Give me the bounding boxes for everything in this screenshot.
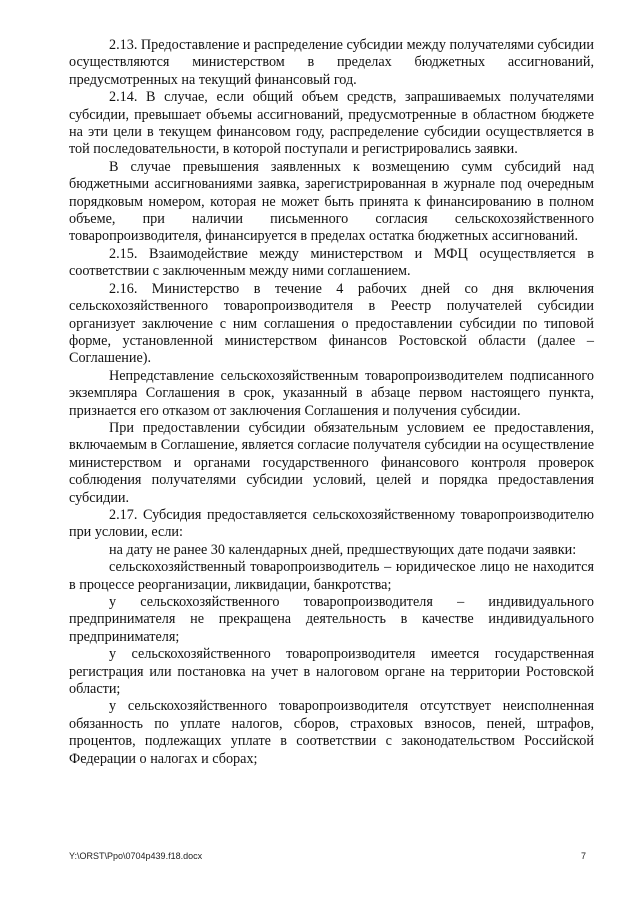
footer-file-path: Y:\ORST\Ppo\0704p439.f18.docx [69, 851, 203, 861]
paragraph-individual-entrepreneur: у сельскохозяйственного товаропроизводителя – индивидуального предпринимателя не прекращена деятельность в качестве индивидуального предпринимателя; [69, 594, 594, 645]
paragraph-registration: у сельскохозяйственного товаропроизводителя имеется государственная регистрация или постановка на учет в налоговом органе на территории Ростовской области; [69, 646, 594, 698]
paragraph-mandatory-condition: При предоставлении субсидии обязательным условием ее предоставления, включаемым в Соглашение, является согласие получателя субсидии на осуществление министерством и органами государственного финансового контроля проверок соблюдения получателями субсидии условий, целей и порядка предоставления субсидии. [69, 419, 594, 506]
page-footer [69, 851, 594, 865]
footer-page-number: 7 [580, 851, 586, 861]
paragraph-date-condition: на дату не ранее 30 календарных дней, предшествующих дате подачи заявки: [109, 541, 577, 558]
paragraph-2-16: 2.16. Министерство в течение 4 рабочих дней со дня включения сельскохозяйственного товаропроизводителя в Реестр получателей субсидии организует заключение с ним соглашения о предоставлении субсидии по типовой форме, установленной министерством финансов Ростовской области (далее – Соглашение). [69, 280, 594, 367]
paragraph-tax-obligations: у сельскохозяйственного товаропроизводителя отсутствует неисполненная обязанность по уплате налогов, сборов, страховых взносов, пеней, штрафов, процентов, подлежащих уплате в соответствии с законодательством Российской Федерации о налогах и сборах; [69, 698, 594, 767]
paragraph-2-15: 2.15. Взаимодействие между министерством и МФЦ осуществляется в соответствии с заключенным между ними соглашением. [69, 245, 594, 280]
document-body [69, 37, 594, 768]
paragraph-2-14: 2.14. В случае, если общий объем средств, запрашиваемых получателями субсидии, превышает объемы ассигнований, предусмотренные в областном бюджете на эти цели в текущем финансовом году, распределение субсидии осуществляется в той последовательности, в которой поступали и регистрировались заявки. [69, 89, 594, 158]
paragraph-excess-claims: В случае превышения заявленных к возмещению сумм субсидий над бюджетными ассигнованиями заявка, зарегистрированная в журнале под очередным порядковым номером, которая не может быть принята к финансированию в полном объеме, при наличии письменного согласия сельскохозяйственного товаропроизводителя, финансируется в пределах остатка бюджетных ассигнований. [69, 158, 594, 245]
paragraph-legal-entity: сельскохозяйственный товаропроизводитель – юридическое лицо не находится в процессе реорганизации, ликвидации, банкротства; [69, 559, 594, 593]
paragraph-2-13: 2.13. Предоставление и распределение субсидии между получателями субсидии осуществляются министерством в пределах бюджетных ассигнований, предусмотренных на текущий финансовый год. [69, 37, 594, 88]
paragraph-2-17: 2.17. Субсидия предоставляется сельскохозяйственному товаропроизводителю при условии, если: [69, 506, 594, 541]
paragraph-non-submission: Непредставление сельскохозяйственным товаропроизводителем подписанного экземпляра Соглашения в срок, указанный в абзаце первом настоящего пункта, признается его отказом от заключения Соглашения и получения субсидии. [69, 367, 594, 419]
